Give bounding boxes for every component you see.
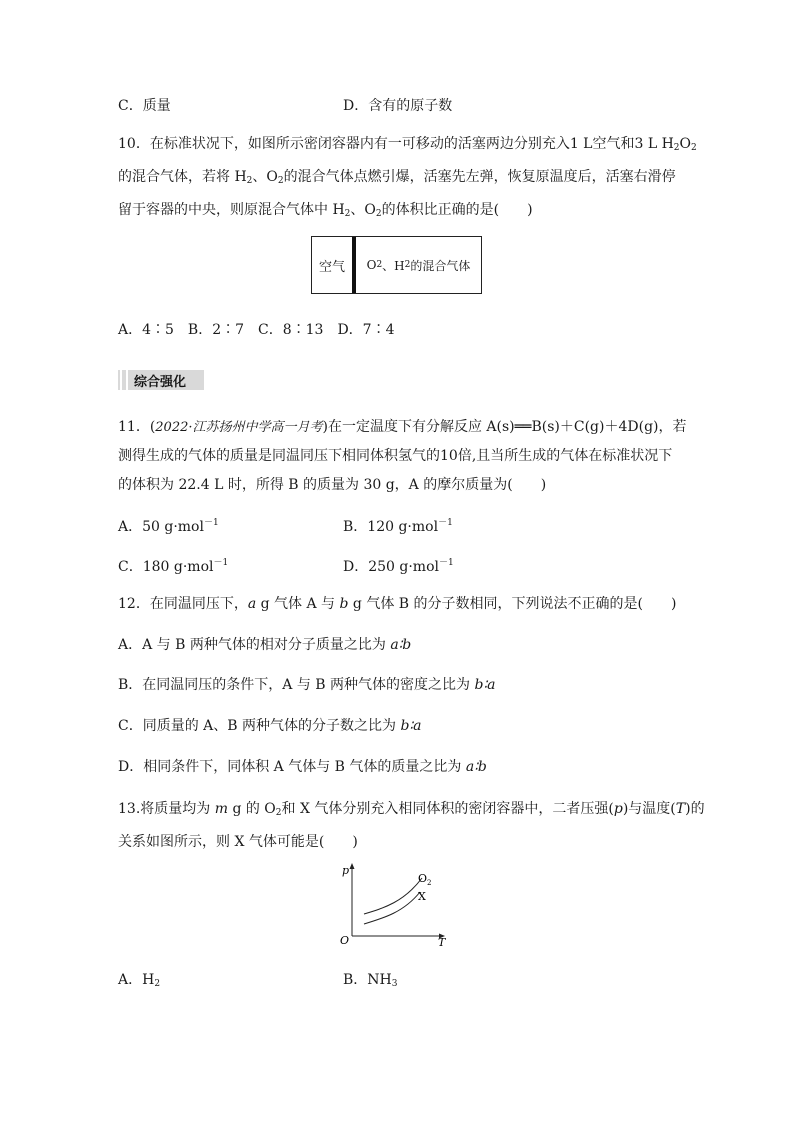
q13-line-2: 关系如图所示，则 X 气体可能是( ) [118,834,358,850]
pressure-temperature-graph [334,860,454,950]
q11-option-a: A．50 g·mol$^{-1}$ [118,518,219,535]
q10-options: A．4∶5 B．2∶7 C．8∶13 D．7∶4 [118,322,395,338]
q13-option-b: B．$NH_3$ [343,972,398,989]
q11-line-2: 测得生成的气体的质量是同温同压下相同体积氢气的10倍,且当所生成的气体在标准状况下 [118,448,673,464]
q13-option-a: A．$H_2$ [118,972,161,989]
y-axis-label: p [342,864,350,877]
q11-line-1: 11．(2022·江苏扬州中学高一月考)在一定温度下有分解反应 A(s)══B(s)＋C(g)＋4D(g)，若 [118,419,687,435]
q10-line-2: 的混合气体，若将 $H_2$、$O_2$的混合气体点燃引爆，活塞先左弹，恢复原温度后，活塞右滑停 [118,169,676,186]
o2-curve [364,878,422,914]
x-curve [364,892,420,924]
origin-label: O [340,934,350,947]
q11-option-c: C．180 g·mol$^{-1}$ [118,558,229,575]
air-chamber-label: 空气 [318,259,345,275]
q9-option-c: C．质量 [118,98,171,114]
q12-option-a: A．A 与 B 两种气体的相对分子质量之比为 a∶b [118,637,412,653]
question-10 [118,130,697,229]
q11-line-3: 的体积为 22.4 L 时，所得 B 的质量为 30 g，A 的摩尔质量为( ) [118,477,547,493]
o2-curve-label: $O_2$ [418,872,432,887]
q10-line-1: 10．在标准状况下，如图所示密闭容器内有一可移动的活塞两边分别充入1 L空气和3 L $H_2O_2$ [118,136,697,153]
y-axis-arrow-icon [350,863,355,869]
piston-container-figure [311,236,482,294]
x-axis-label: T [438,936,446,949]
q9-option-d: D．含有的原子数 [343,98,453,114]
question-11 [118,413,687,500]
x-curve-label: X [418,890,426,903]
gas-mixture-label: O 2 、H 2 的混合气体 [366,258,471,273]
question-13 [118,795,705,857]
q11-option-b: B．120 g·mol$^{-1}$ [343,518,453,535]
q12-stem: 12．在同温同压下，a g 气体 A 与 b g 气体 B 的分子数相同，下列说法不正确的是( ) [118,596,677,612]
q12-option-d: D．相同条件下，同体积 A 气体与 B 气体的质量之比为 a∶b [118,759,487,775]
q10-line-3: 留于容器的中央，则原混合气体中 $H_2$、$O_2$的体积比正确的是( ) [118,202,533,219]
q11-option-d: D．250 g·mol$^{-1}$ [343,558,454,575]
section-bar-icon [120,370,128,390]
q13-line-1: 13.将质量均为 m g 的 $O_2$和 X 气体分别充入相同体积的密闭容器中，二者压强(p)与温度(T)的 [118,801,705,818]
q12-option-b: B．在同温同压的条件下，A 与 B 两种气体的密度之比为 b∶a [118,677,496,693]
q12-option-c: C．同质量的 A、B 两种气体的分子数之比为 b∶a [118,718,422,734]
section-header [118,370,204,390]
section-title: 综合强化 [134,374,187,390]
